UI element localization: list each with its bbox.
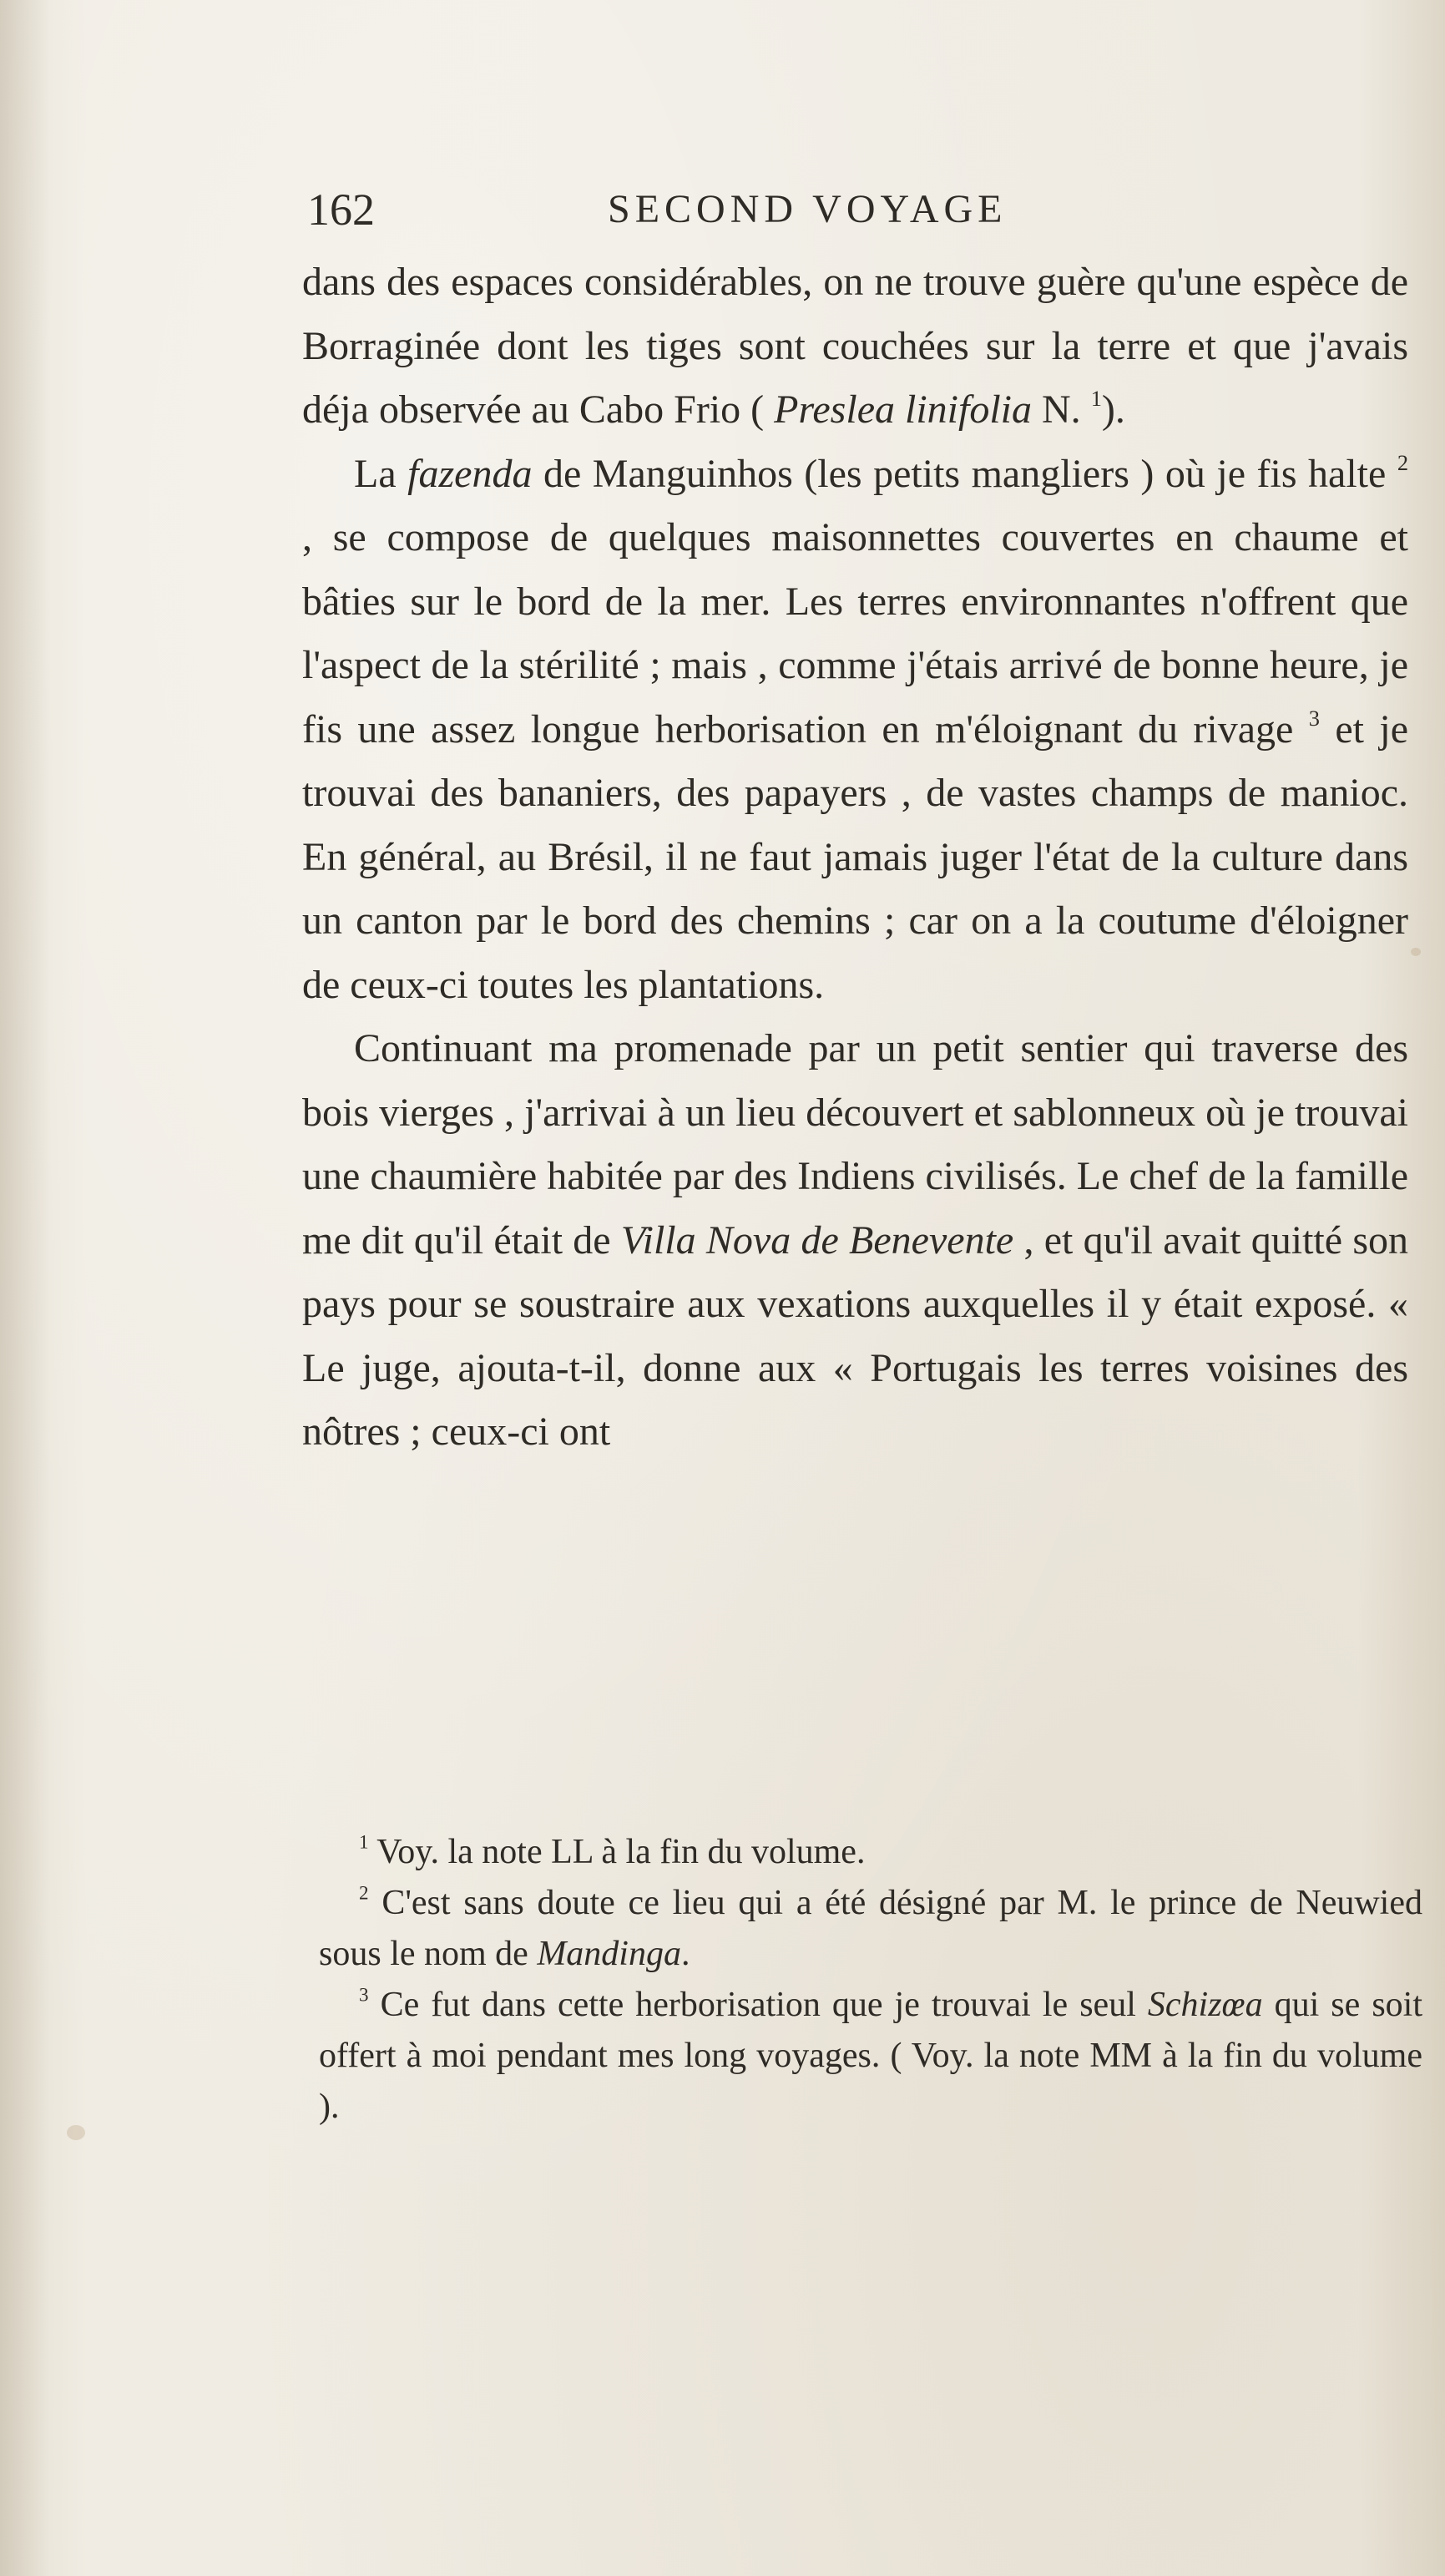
place-name: Villa Nova de Benevente xyxy=(620,1217,1014,1263)
footnote-ref: 1 xyxy=(1090,386,1102,412)
species-name: Schizœa xyxy=(1147,1986,1263,2024)
paragraph: dans des espaces considérables, on ne trouve guère qu'une espèce de Borraginée dont les tiges sont couchées sur la terre et que j'avais déja observée au Cabo Frio ( Preslea linifolia N. $^1$). xyxy=(302,260,1408,432)
page-header xyxy=(307,180,1109,239)
footnotes xyxy=(319,1827,1422,2133)
main-text xyxy=(302,251,1408,1465)
footnote-mark: 3 xyxy=(359,1983,369,2006)
page-number: 162 xyxy=(307,185,375,235)
species-name: Preslea linifolia xyxy=(774,387,1033,432)
place-name: Mandinga xyxy=(537,1935,681,1973)
paragraph: La fazenda de Manguinhos (les petits mangliers ) où je fis halte $^2$ , se compose de quelques maisonnettes couvertes en chaume et bâties sur le bord de la mer. Les terres environnantes n'offrent que l'aspect de la stérilité ; mais , comme j'étais arrivé de bonne heure, je fis une assez longue herborisation en m'éloignant du rivage $^3$ et je trouvai des bananiers, des papayers , de vastes champs de manioc. En général, au Brésil, il ne faut jamais juger l'état de la culture dans un canton par le bord des chemins ; car on a la coutume d'éloigner de ceux-ci toutes les plantations. xyxy=(302,449,1409,1007)
italic-term: fazenda xyxy=(407,451,533,496)
footnote: $^3$ Ce fut dans cette herborisation que je trouvai le seul Schizœa qui se soit offert à moi pendant mes long voyages. ( Voy. la note MM à la fin du volume ). xyxy=(319,1983,1422,2126)
running-title: SECOND VOYAGE xyxy=(608,187,1008,231)
paper-stain xyxy=(67,2125,85,2140)
footnote-ref: 2 xyxy=(1397,449,1409,475)
footnote-mark: 1 xyxy=(359,1830,369,1853)
paper-stain xyxy=(1411,948,1421,956)
footnote: $^1$ Voy. la note LL à la fin du volume. xyxy=(359,1830,866,1871)
footnote-ref: 3 xyxy=(1308,705,1320,731)
spine-shadow xyxy=(0,0,50,2576)
paragraph: Continuant ma promenade par un petit sentier qui traverse des bois vierges , j'arrivai à un lieu découvert et sablonneux où je trouvai une chaumière habitée par des Indiens civilisés. Le chef de la famille me dit qu'il était de Villa Nova de Benevente , et qu'il avait quitté son pays pour se soustraire aux vexations auxquelles il y était exposé. « Le juge, ajouta-t-il, donne aux « Portugais les terres voisines des nôtres ; ceux-ci ont xyxy=(302,1026,1409,1454)
footnote: $^2$ C'est sans doute ce lieu qui a été désigné par M. le prince de Neuwied sous le nom de Mandinga. xyxy=(319,1881,1422,1973)
footnote-mark: 2 xyxy=(359,1881,369,1904)
